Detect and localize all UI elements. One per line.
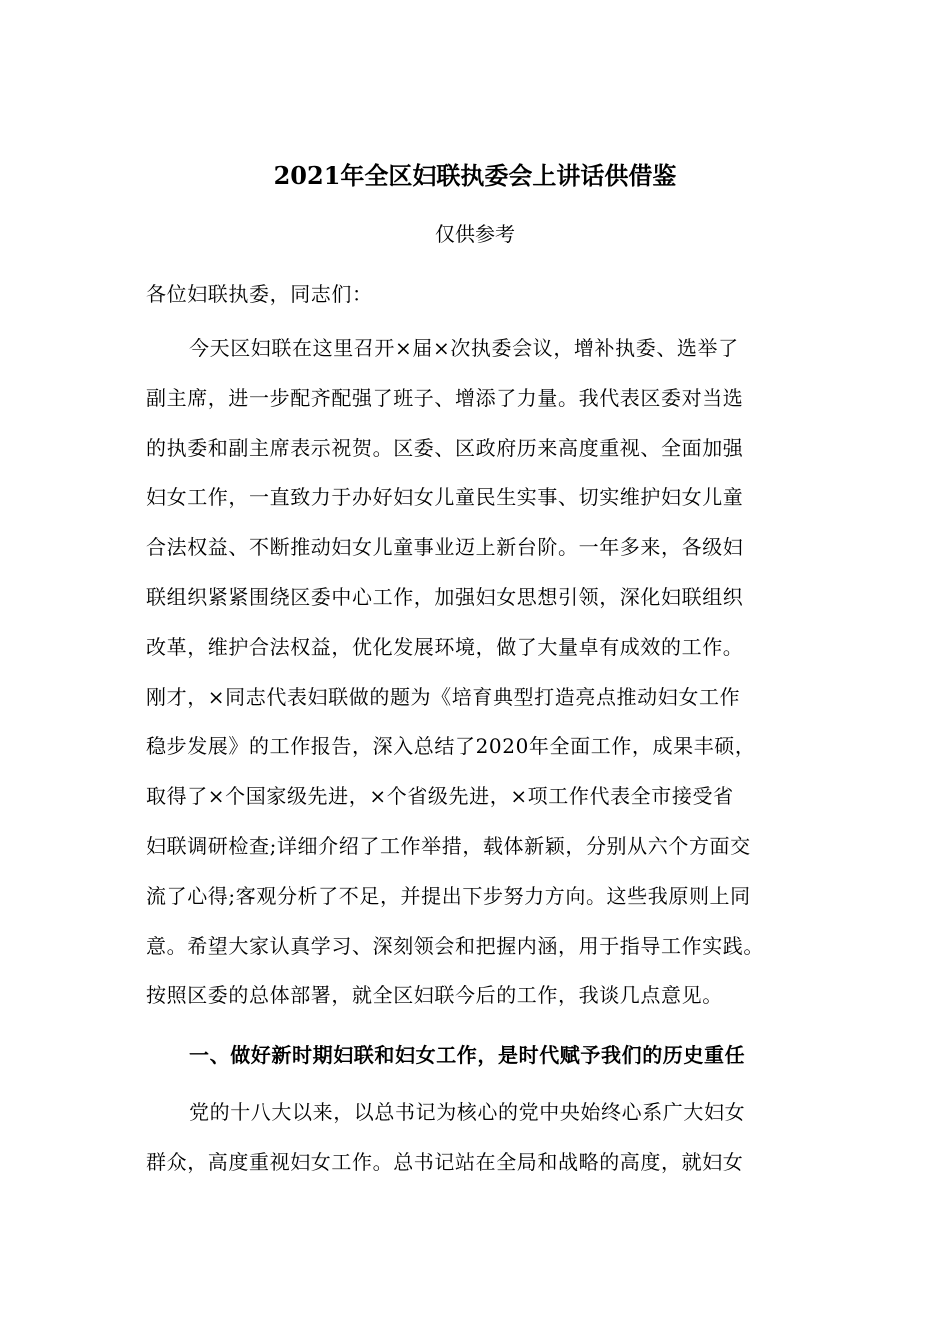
paragraph-line: 刚才，×同志代表妇联做的题为《培育典型打造亮点推动妇女工作 [146, 685, 741, 709]
paragraph-line: 改革，维护合法权益，优化发展环境，做了大量卓有成效的工作。 [146, 635, 744, 659]
paragraph-line: 群众，高度重视妇女工作。总书记站在全局和战略的高度，就妇女 [146, 1150, 744, 1174]
document-title: 2021年全区妇联执委会上讲话供借鉴 [273, 161, 677, 190]
paragraph-line: 按照区委的总体部署，就全区妇联今后的工作，我谈几点意见。 [146, 983, 723, 1007]
paragraph-line: 今天区妇联在这里召开×届×次执委会议，增补执委、选举了 [189, 336, 739, 360]
paragraph-line: 取得了×个国家级先进，×个省级先进，×项工作代表全市接受省 [146, 784, 734, 808]
paragraph-line: 流了心得;客观分析了不足，并提出下步努力方向。这些我原则上同 [146, 884, 751, 908]
salutation: 各位妇联执委，同志们： [146, 282, 373, 306]
paragraph-line: 妇女工作，一直致力于办好妇女儿童民生实事、切实维护妇女儿童 [146, 485, 744, 509]
paragraph-line: 合法权益、不断推动妇女儿童事业迈上新台阶。一年多来，各级妇 [146, 535, 744, 559]
paragraph-line: 副主席，进一步配齐配强了班子、增添了力量。我代表区委对当选 [146, 386, 744, 410]
paragraph-line: 联组织紧紧围绕区委中心工作，加强妇女思想引领，深化妇联组织 [146, 585, 744, 609]
paragraph-line: 的执委和副主席表示祝贺。区委、区政府历来高度重视、全面加强 [146, 436, 744, 460]
document-subtitle: 仅供参考 [435, 222, 515, 246]
section-heading: 一、做好新时期妇联和妇女工作，是时代赋予我们的历史重任 [189, 1043, 746, 1067]
paragraph-line: 意。希望大家认真学习、深刻领会和把握内涵，用于指导工作实践。 [146, 934, 764, 958]
paragraph-line: 妇联调研检查;详细介绍了工作举措，载体新颖，分别从六个方面交 [146, 834, 751, 858]
paragraph-line: 稳步发展》的工作报告，深入总结了2020年全面工作，成果丰硕， [146, 734, 756, 758]
paragraph-line: 党的十八大以来，以总书记为核心的党中央始终心系广大妇女 [189, 1100, 746, 1124]
